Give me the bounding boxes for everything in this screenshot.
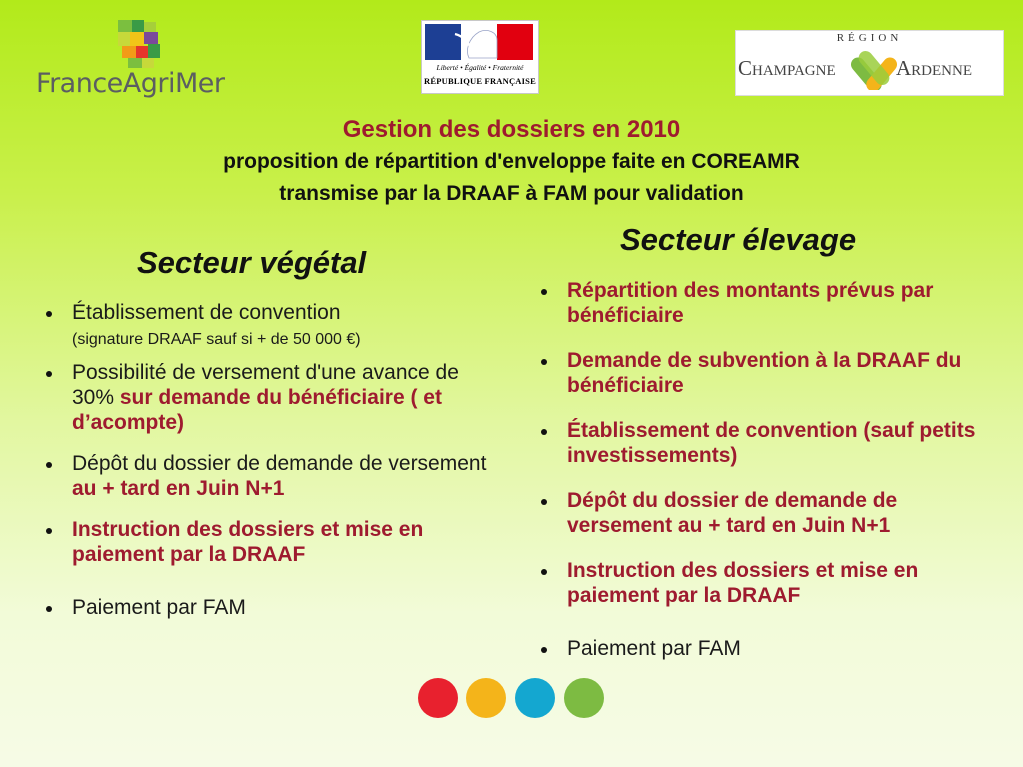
page-title: Gestion des dossiers en 2010: [342, 116, 681, 143]
vegetal-item-depot: [42, 451, 502, 501]
franceagrimer-wordmark: FranceAgriMer: [36, 68, 225, 99]
vegetal-item-convention-text: Établissement de convention: [72, 301, 341, 324]
region-name-left: Champagne: [738, 56, 836, 80]
vegetal-item-avance-highlight: sur demande du bénéficiaire ( et d’acompte): [72, 386, 442, 434]
elevage-item: [537, 348, 997, 398]
blue-dot: [515, 678, 555, 718]
vegetal-item-depot-text: Dépôt du dossier de demande de versement: [72, 452, 487, 475]
vegetal-section-title: Secteur végétal: [137, 245, 367, 280]
elevage-item: [537, 558, 997, 608]
franceagrimer-mosaic-icon: [118, 20, 166, 70]
region-label: RÉGION: [836, 32, 903, 44]
elevage-item: [537, 278, 997, 328]
vegetal-list: [42, 300, 502, 620]
yellow-dot: [466, 678, 506, 718]
region-champagne-ardenne-logo: [735, 30, 1004, 96]
vegetal-item-instruction: [42, 517, 502, 567]
region-emblem-icon: [851, 46, 897, 90]
elevage-item-paiement-text: Paiement par FAM: [567, 637, 741, 660]
elevage-item: [537, 488, 997, 538]
vegetal-item-instruction-text: Instruction des dossiers et mise en paiement par la DRAAF: [72, 518, 424, 566]
page-subtitle-1: proposition de répartition d'enveloppe faite en COREAMR: [223, 150, 800, 173]
vegetal-item-paiement-text: Paiement par FAM: [72, 596, 246, 619]
elevage-item-text: Instruction des dossiers et mise en paiement par la DRAAF: [567, 559, 919, 607]
vegetal-item-paiement: [42, 595, 502, 620]
elevage-item: [537, 418, 997, 468]
elevage-item-text: Dépôt du dossier de demande de versement au + tard en Juin N+1: [567, 489, 898, 537]
elevage-section-title: Secteur élevage: [620, 222, 857, 257]
elevage-item-text: Répartition des montants prévus par bénéficiaire: [567, 279, 934, 327]
vegetal-item-avance: [42, 360, 502, 435]
franceagrimer-logo: [30, 16, 225, 104]
vegetal-item-avance-text: Possibilité de versement d'une avance de 30%: [72, 361, 459, 409]
elevage-list: [537, 278, 997, 661]
republique-francaise-logo: [421, 20, 539, 94]
page-subtitle-2: transmise par la DRAAF à FAM pour validation: [279, 182, 744, 205]
republique-motto: Liberté • Égalité • Fraternité: [436, 63, 524, 72]
region-name-right: Ardenne: [896, 56, 972, 80]
vegetal-item-convention-note: (signature DRAAF sauf si + de 50 000 €): [72, 331, 361, 348]
green-dot: [564, 678, 604, 718]
elevage-item-text: Établissement de convention (sauf petits investissements): [567, 419, 976, 467]
red-dot: [418, 678, 458, 718]
vegetal-item-convention: [42, 300, 502, 350]
marianne-flag-icon: [425, 24, 533, 60]
elevage-item-text: Demande de subvention à la DRAAF du bénéficiaire: [567, 349, 962, 397]
vegetal-item-depot-highlight: au + tard en Juin N+1: [72, 477, 285, 500]
elevage-item-paiement: [537, 636, 997, 661]
republique-name: RÉPUBLIQUE FRANÇAISE: [424, 76, 536, 86]
